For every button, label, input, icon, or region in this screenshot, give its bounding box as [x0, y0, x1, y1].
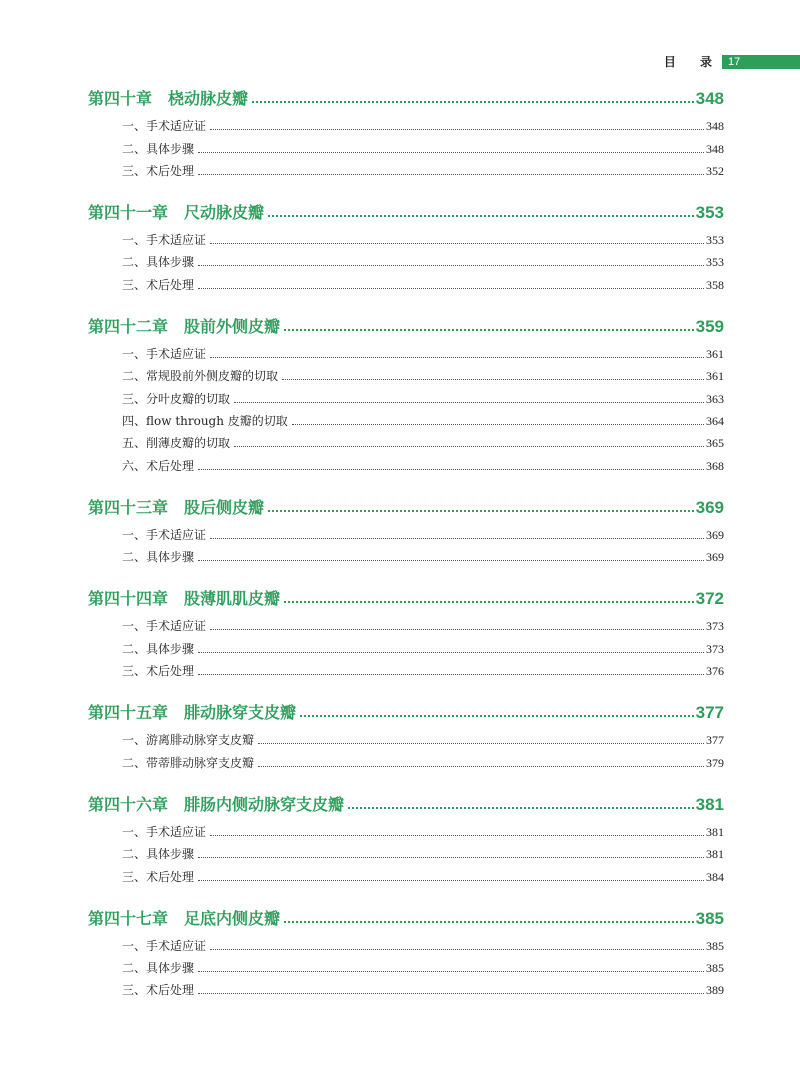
section-page-number: 389	[706, 983, 724, 998]
section-title: 一、手术适应证	[122, 233, 207, 248]
section-entry[interactable]	[88, 226, 724, 248]
dot-leader	[210, 629, 704, 630]
section-entry[interactable]	[88, 521, 724, 543]
section-page-number: 377	[706, 733, 724, 748]
section-page-number: 361	[706, 369, 724, 384]
dot-leader	[198, 265, 704, 266]
dot-leader	[198, 288, 704, 289]
section-title: 二、常规股前外侧皮瓣的切取	[122, 369, 279, 384]
section-title: 二、具体步骤	[122, 255, 195, 270]
dot-leader	[252, 101, 694, 103]
dot-leader	[258, 743, 704, 744]
section-title: 三、术后处理	[122, 664, 195, 679]
dot-leader	[258, 766, 704, 767]
section-title: 二、具体步骤	[122, 961, 195, 976]
dot-leader	[198, 880, 704, 881]
dot-leader	[198, 971, 704, 972]
section-page-number: 376	[706, 664, 724, 679]
section-page-number: 381	[706, 847, 724, 862]
section-page-number: 361	[706, 347, 724, 362]
chapter-number: 第四十五章	[88, 703, 169, 723]
chapter-number: 第四十七章	[88, 908, 169, 928]
dot-leader	[292, 424, 704, 425]
section-title: 三、术后处理	[122, 163, 195, 178]
dot-leader	[198, 174, 704, 175]
dot-leader	[198, 560, 704, 561]
chapter-block	[88, 492, 724, 566]
dot-leader	[284, 329, 694, 331]
chapter-title: 股前外侧皮瓣	[184, 316, 281, 336]
section-page-number: 363	[706, 391, 724, 406]
dot-leader	[282, 379, 704, 380]
section-page-number: 385	[706, 961, 724, 976]
chapter-block	[88, 311, 724, 474]
section-page-number: 373	[706, 619, 724, 634]
section-page-number: 348	[706, 119, 724, 134]
chapter-entry[interactable]	[88, 83, 724, 109]
dot-leader	[234, 446, 704, 447]
section-page-number: 369	[706, 527, 724, 542]
header-label: 目 录	[663, 55, 722, 69]
section-title: 三、分叶皮瓣的切取	[122, 391, 231, 406]
section-title: 二、具体步骤	[122, 141, 195, 156]
dot-leader	[284, 921, 694, 923]
chapter-entry[interactable]	[88, 492, 724, 518]
section-entry[interactable]	[88, 932, 724, 954]
section-page-number: 373	[706, 641, 724, 656]
section-entry[interactable]	[88, 748, 724, 770]
chapter-page-number: 372	[695, 589, 724, 609]
section-entry[interactable]	[88, 270, 724, 292]
section-page-number: 353	[706, 233, 724, 248]
chapter-number: 第四十六章	[88, 794, 169, 814]
section-page-number: 352	[706, 163, 724, 178]
chapter-entry[interactable]	[88, 789, 724, 815]
chapter-title: 腓动脉穿支皮瓣	[184, 703, 297, 723]
section-entry[interactable]	[88, 362, 724, 384]
section-entry[interactable]	[88, 384, 724, 406]
section-entry[interactable]	[88, 407, 724, 429]
section-entry[interactable]	[88, 340, 724, 362]
page-header	[0, 54, 800, 70]
chapter-entry[interactable]	[88, 583, 724, 609]
chapter-entry[interactable]	[88, 697, 724, 723]
section-entry[interactable]	[88, 134, 724, 156]
section-title: 六、术后处理	[122, 458, 195, 473]
section-title: 四、flow through 皮瓣的切取	[122, 413, 288, 428]
chapter-title: 腓肠内侧动脉穿支皮瓣	[184, 794, 345, 814]
chapter-number: 第四十二章	[88, 316, 169, 336]
chapter-page-number: 381	[695, 794, 724, 814]
chapter-entry[interactable]	[88, 903, 724, 929]
chapter-block	[88, 83, 724, 179]
section-entry[interactable]	[88, 976, 724, 998]
chapter-number: 第四十三章	[88, 497, 169, 517]
chapter-entry[interactable]	[88, 197, 724, 223]
section-page-number: 364	[706, 413, 724, 428]
section-entry[interactable]	[88, 862, 724, 884]
section-title: 一、游离腓动脉穿支皮瓣	[122, 733, 255, 748]
chapter-block	[88, 903, 724, 999]
section-page-number: 365	[706, 436, 724, 451]
section-title: 一、手术适应证	[122, 619, 207, 634]
section-page-number: 358	[706, 277, 724, 292]
dot-leader	[198, 857, 704, 858]
section-page-number: 369	[706, 550, 724, 565]
chapter-block	[88, 697, 724, 771]
dot-leader	[198, 152, 704, 153]
section-entry[interactable]	[88, 248, 724, 270]
chapter-page-number: 353	[695, 202, 724, 222]
section-entry[interactable]	[88, 543, 724, 565]
section-title: 一、手术适应证	[122, 824, 207, 839]
section-entry[interactable]	[88, 112, 724, 134]
section-entry[interactable]	[88, 451, 724, 473]
page-number-badge: 17	[722, 55, 800, 69]
dot-leader	[210, 357, 704, 358]
section-page-number: 368	[706, 458, 724, 473]
dot-leader	[300, 715, 694, 717]
dot-leader	[198, 469, 704, 470]
chapter-block	[88, 583, 724, 679]
section-title: 一、手术适应证	[122, 347, 207, 362]
dot-leader	[284, 601, 694, 603]
chapter-page-number: 377	[695, 703, 724, 723]
section-title: 一、手术适应证	[122, 938, 207, 953]
section-page-number: 385	[706, 938, 724, 953]
section-entry[interactable]	[88, 429, 724, 451]
section-page-number: 353	[706, 255, 724, 270]
chapter-title: 足底内侧皮瓣	[184, 908, 281, 928]
section-title: 三、术后处理	[122, 983, 195, 998]
chapter-number: 第四十四章	[88, 589, 169, 609]
chapter-page-number: 385	[695, 908, 724, 928]
section-entry[interactable]	[88, 657, 724, 679]
dot-leader	[210, 129, 704, 130]
section-entry[interactable]	[88, 157, 724, 179]
dot-leader	[234, 402, 704, 403]
section-entry[interactable]	[88, 612, 724, 634]
section-title: 二、具体步骤	[122, 550, 195, 565]
section-entry[interactable]	[88, 954, 724, 976]
chapter-number: 第四十章	[88, 89, 153, 108]
dot-leader	[210, 538, 704, 539]
chapter-entry[interactable]	[88, 311, 724, 337]
section-title: 二、具体步骤	[122, 847, 195, 862]
chapter-number: 第四十一章	[88, 202, 169, 222]
section-title: 五、削薄皮瓣的切取	[122, 436, 231, 451]
dot-leader	[210, 243, 704, 244]
section-page-number: 381	[706, 824, 724, 839]
dot-leader	[268, 215, 694, 217]
chapter-block	[88, 789, 724, 885]
dot-leader	[348, 807, 694, 809]
table-of-contents	[88, 83, 724, 1016]
section-entry[interactable]	[88, 818, 724, 840]
chapter-title: 尺动脉皮瓣	[184, 202, 265, 222]
section-title: 二、具体步骤	[122, 641, 195, 656]
chapter-title: 股薄肌肌皮瓣	[184, 589, 281, 609]
section-title: 三、术后处理	[122, 277, 195, 292]
chapter-page-number: 369	[695, 497, 724, 517]
section-title: 一、手术适应证	[122, 119, 207, 134]
dot-leader	[198, 674, 704, 675]
section-entry[interactable]	[88, 840, 724, 862]
dot-leader	[210, 949, 704, 950]
dot-leader	[210, 835, 704, 836]
section-title: 二、带蒂腓动脉穿支皮瓣	[122, 755, 255, 770]
chapter-title: 桡动脉皮瓣	[168, 89, 249, 108]
section-page-number: 348	[706, 141, 724, 156]
section-entry[interactable]	[88, 634, 724, 656]
dot-leader	[198, 993, 704, 994]
section-page-number: 384	[706, 869, 724, 884]
chapter-title: 股后侧皮瓣	[184, 497, 265, 517]
dot-leader	[268, 510, 694, 512]
section-title: 三、术后处理	[122, 869, 195, 884]
dot-leader	[198, 652, 704, 653]
section-title: 一、手术适应证	[122, 527, 207, 542]
chapter-page-number: 359	[695, 316, 724, 336]
section-entry[interactable]	[88, 726, 724, 748]
section-page-number: 379	[706, 755, 724, 770]
chapter-page-number: 348	[695, 89, 724, 108]
chapter-block	[88, 197, 724, 293]
